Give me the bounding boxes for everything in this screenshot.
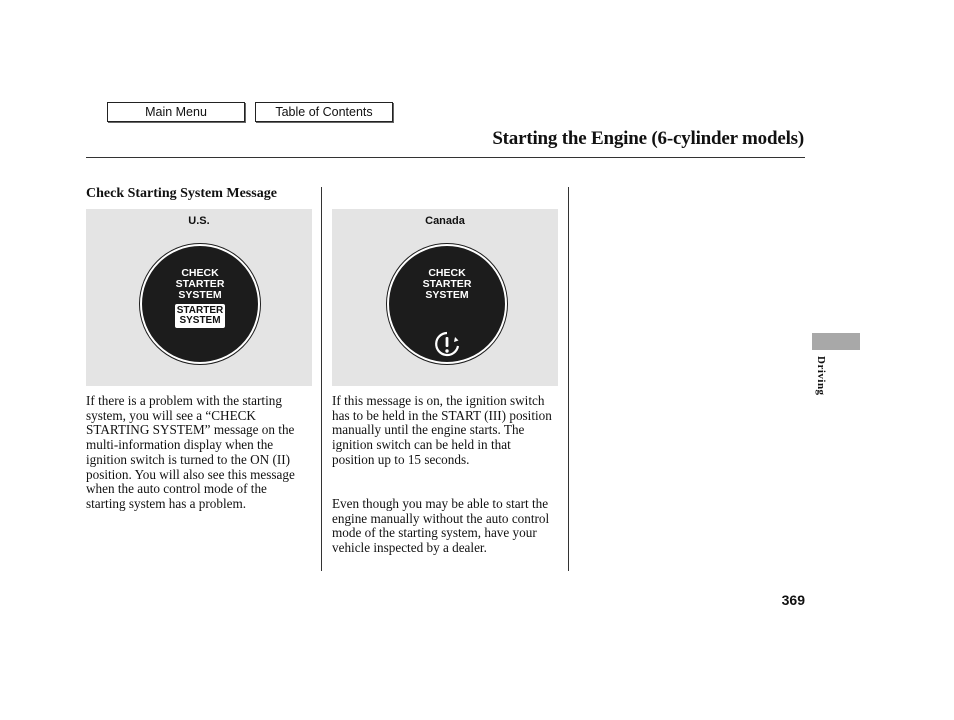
- display-text-line: CHECK: [428, 267, 466, 279]
- section-tab-label: Driving: [815, 356, 827, 396]
- indicator-text-line: SYSTEM: [179, 315, 221, 326]
- canada-message-display: [387, 244, 507, 364]
- column-divider: [321, 187, 322, 571]
- display-text-line: CHECK: [181, 267, 219, 279]
- table-of-contents-button[interactable]: Table of Contents: [255, 102, 393, 122]
- us-message-display: [140, 244, 260, 364]
- indicator-text-line: STARTER: [176, 305, 224, 316]
- title-divider: [86, 157, 805, 158]
- body-paragraph: If this message is on, the ignition switch has to be held in the START (III) position manually until the engine starts. The ignition switch can be held in that position up to 15 seconds.: [332, 393, 552, 467]
- canada-panel-label: Canada: [425, 215, 465, 227]
- main-menu-button[interactable]: Main Menu: [107, 102, 245, 122]
- page-title: Starting the Engine (6-cylinder models): [492, 128, 804, 149]
- display-text-line: SYSTEM: [425, 289, 469, 301]
- us-panel-label: U.S.: [188, 215, 210, 227]
- section-heading: Check Starting System Message: [86, 186, 277, 201]
- display-text-line: STARTER: [175, 278, 225, 290]
- body-paragraph: If there is a problem with the starting system, you will see a “CHECK STARTING SYSTEM” message on the multi-information display when the ignition switch is turned to the ON (II) position. You will also see this message when the auto control mode of the starting system has a problem.: [86, 393, 295, 511]
- warning-exclamation-icon: [433, 330, 461, 358]
- display-text-line: SYSTEM: [178, 289, 222, 301]
- canada-display-panel: [332, 209, 558, 386]
- page-number: 369: [781, 592, 805, 608]
- display-text-line: STARTER: [422, 278, 472, 290]
- body-paragraph: Even though you may be able to start the engine manually without the auto control mode of the starting system, have your vehicle inspected by a dealer.: [332, 496, 550, 556]
- column-divider: [568, 187, 569, 571]
- section-tab-marker: [812, 333, 860, 350]
- starter-system-indicator: [175, 304, 225, 328]
- us-display-panel: [86, 209, 312, 386]
